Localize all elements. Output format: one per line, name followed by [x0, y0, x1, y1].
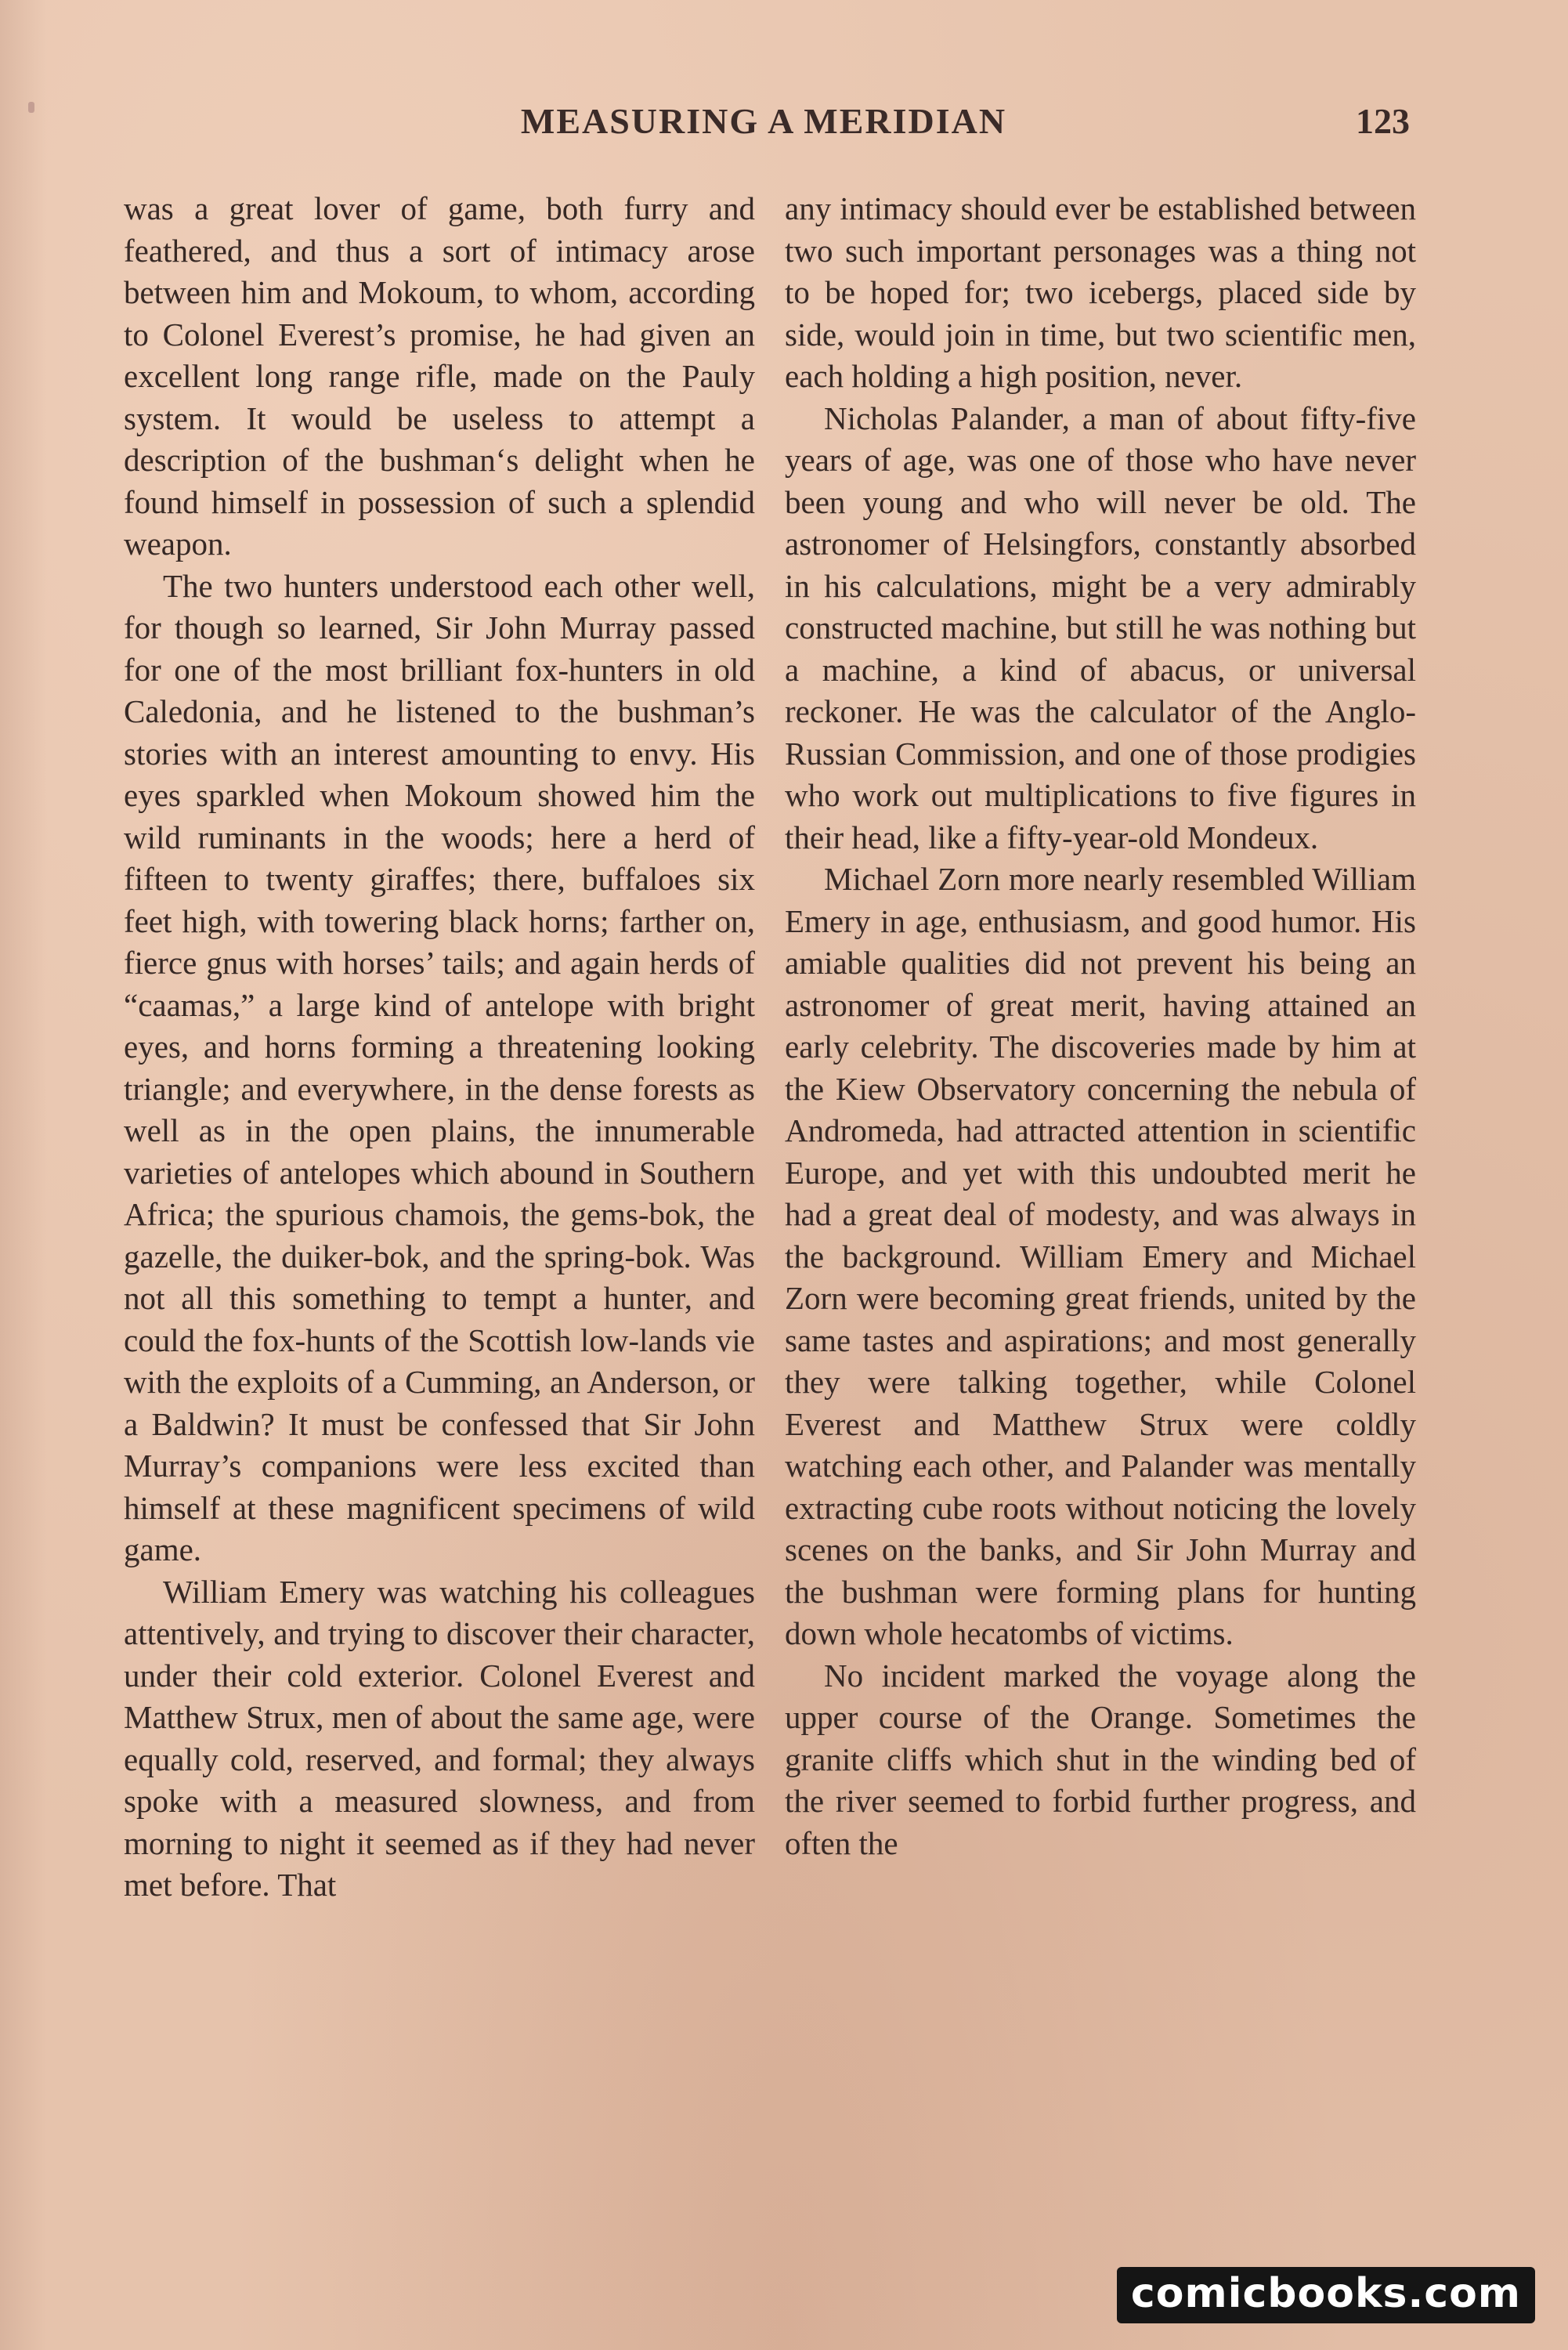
paper-speck [28, 102, 34, 113]
page-edge-shading [0, 0, 47, 2350]
paragraph: Michael Zorn more nearly resembled William Emery in age, enthusiasm, and good humor. His amiable qualities did not prevent his being an astronomer of great merit, having attained an early celebrity. The discoveries made by him at the Kiew Observatory concerning the nebula of Andromeda, had attracted attention in scientific Europe, and yet with this undoubted merit he had a great deal of modesty, and was always in the background. William Emery and Michael Zorn were becoming great friends, united by the same tastes and aspirations; and most generally they were talking together, while Colonel Everest and Matthew Strux were coldly watching each other, and Palander was mentally extracting cube roots without noticing the lovely scenes on the banks, and Sir John Murray and the bushman were forming plans for hunting down whole hecatombs of victims. [785, 861, 1416, 1651]
right-text-column [785, 188, 1416, 1864]
page-number: 123 [1356, 101, 1410, 141]
paragraph: Nicholas Palander, a man of about fifty-five years of age, was one of those who have never been young and who will never be old. The astronomer of Helsingfors, constantly absorbed in his calculations, might be a very admirably constructed machine, but still he was nothing but a machine, a kind of abacus, or universal reckoner. He was the calculator of the Anglo-Russian Commission, and one of those prodigies who work out multiplications to five figures in their head, like a fifty-year-old Mondeux. [785, 400, 1416, 855]
paragraph: The two hunters understood each other well, for though so learned, Sir John Murray passed for one of the most brilliant fox-hunters in old Caledonia, and he listened to the bushman’s stories with an interest amounting to envy. His eyes sparkled when Mokoum showed him the wild ruminants in the woods; here a herd of fifteen to twenty giraffes; there, buffaloes six feet high, with towering black horns; farther on, fierce gnus with horses’ tails; and again herds of “caamas,” a large kind of antelope with bright eyes, and horns forming a threatening looking triangle; and everywhere, in the dense forests as well as in the open plains, the innumerable varieties of antelopes which abound in Southern Africa; the spurious chamois, the gems-bok, the gazelle, the duiker-bok, and the spring-bok. Was not all this something to tempt a hunter, and could the fox-hunts of the Scottish low-lands vie with the exploits of a Cumming, an Anderson, or a Baldwin? It must be confessed that Sir John Murray’s companions were less excited than himself at these magnificent specimens of wild game. [124, 567, 755, 1567]
page-header [117, 100, 1410, 163]
paragraph: any intimacy should ever be established between two such important personages was a thing not to be hoped for; two icebergs, placed side by side, would join in time, but two scientific men, each holding a high position, never. [785, 190, 1416, 394]
paragraph: William Emery was watching his colleagues attentively, and trying to discover their character, under their cold exterior. Colonel Everest and Matthew Strux, men of about the same age, were equally cold, reserved, and formal; they always spoke with a measured slowness, and from morning to night it seemed as if they had never met before. That [124, 1573, 755, 1903]
paragraph: No incident marked the voyage along the upper course of the Orange. Sometimes the granite cliffs which shut in the winding bed of the river seemed to forbid further progress, and often the [785, 1657, 1416, 1861]
paragraph: was a great lover of game, both furry and feathered, and thus a sort of intimacy arose between him and Mokoum, to whom, according to Colonel Everest’s promise, he had given an excellent long range rifle, made on the Pauly system. It would be useless to attempt a description of the bushman‘s delight when he found himself in possession of such a splendid weapon. [124, 190, 755, 562]
left-text-column [124, 188, 755, 1907]
site-watermark: comicbooks.com [1117, 2267, 1535, 2323]
running-title: MEASURING A MERIDIAN [520, 101, 1007, 141]
